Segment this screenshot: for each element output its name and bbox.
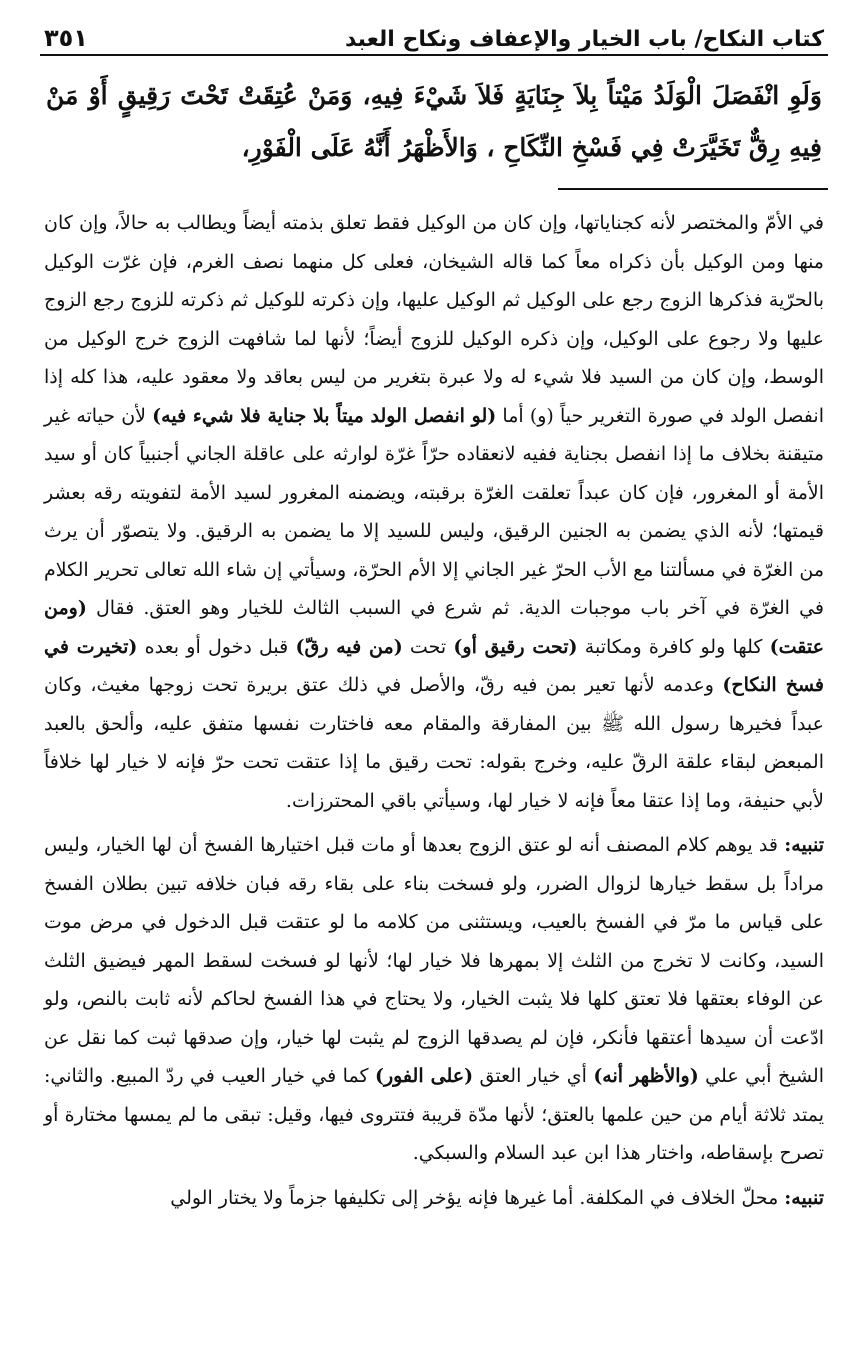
- page-number: ٣٥١: [44, 24, 88, 52]
- commentary-text: كلها ولو كافرة ومكاتبة: [577, 635, 770, 658]
- note-label: تنبيه:: [784, 834, 824, 856]
- quoted-matn: (على الفور): [374, 1065, 474, 1087]
- commentary-text: لأن حياته غير متيقنة بخلاف ما إذا انفصل بجناية ففيه لانعقاده حرّاً غرّة لوارثه على عاقلة الجاني أجنبياً كان أو سيد الأمة أو المغرور، فإن كان عبداً تعلقت الغرّة برقبته، ويضمنه المغرور لسيد الأمة لتفويته رقه بعشر قيمتها؛ لأنه الذي يضمن به الجنين الرقيق، وليس للسيد إلا ما يضمن به الرقيق. ولا يتصوّر أن يرث من الغرّة في مسألتنا مع الأب الحرّ غير الجاني إلا الأم الحرّة، وسيأتي إن شاء الله تعالى تحرير الكلام في الغرّة في آخر باب موجبات الدية. ثم شرع في السبب الثالث للخيار وهو العتق. فقال: [44, 404, 824, 619]
- quoted-matn: (ومن عتقت): [44, 597, 824, 658]
- commentary-text: أي خيار العتق: [473, 1065, 594, 1087]
- matn-text: وَلَوِ انْفَصَلَ الْوَلَدُ مَيْتاً بِلاَ جِنَايَةٍ فَلاَ شَيْءَ فِيهِ، وَمَنْ عُتِقَتْ تَحْتَ رَقِيقٍ أَوْ مَنْ فِيهِ رِقٌّ تَخَيَّرَتْ فِي فَسْخِ النِّكَاحِ ، وَالأَظْهَرُ أَنَّهُ عَلَى الْفَوْرِ،: [46, 81, 822, 162]
- header-title: كتاب النكاح/ باب الخيار والإعفاف ونكاح العبد: [344, 27, 824, 52]
- quoted-matn: (تخيرت في فسخ النكاح): [44, 635, 824, 696]
- commentary-text: وعدمه لأنها تعير بمن فيه رقّ، والأصل في ذلك عتق بريرة تحت زوجها مغيث، وكان عبداً فخيرها رسول الله ﷺ بين المفارقة والمقام معه فاختارت نفسها متفق عليه، وألحق بالعبد المبعض لبقاء علقة الرقّ عليه، وخرج بقوله: تحت رقيق ما إذا عتقت تحت حرّ فإنه لا خيار لها خلافاً لأبي حنيفة، وما إذا عتقا معاً فإنه لا خيار لها، وسيأتي باقي المحترزات.: [44, 674, 825, 812]
- commentary: [40, 204, 828, 1217]
- note-label: تنبيه:: [784, 1186, 824, 1209]
- quoted-matn: (من فيه رقّ): [295, 635, 403, 658]
- quoted-matn: (تحت رقيق أو): [453, 635, 578, 658]
- running-header: [40, 14, 828, 56]
- separator-line: [558, 188, 828, 190]
- commentary-text: تحت: [402, 635, 454, 658]
- commentary-text: قبل دخول أو بعده: [137, 635, 296, 658]
- commentary-text: في الأمّ والمختصر لأنه كجناياتها، وإن كان من الوكيل فقط تعلق بذمته أيضاً ويطالب به حالاً، وإن كان منها ومن الوكيل بأن ذكراه معاً كما قاله الشيخان، فعلى كل منهما نصف الغرم، فإن غرّت الوكيل بالحرّية فذكرها الزوج رجع على الوكيل ثم الوكيل عليها، وإن ذكرته للوكيل ثم ذكرته للزوج رجع الزوج عليها ولا رجوع على الوكيل، وإن ذكره الوكيل للزوج أيضاً؛ لأنها لما شافهت الزوج خرج الوكيل من الوسط، وإن كان من السيد فلا شيء له ولا عبرة بتغرير من ليس بعاقد ولا معقود عليه، هذا كله إذا انفصل الولد في صورة التغرير حياً (و) أما: [44, 212, 824, 427]
- commentary-paragraph: [44, 204, 824, 820]
- quoted-matn: (لو انفصل الولد ميتاً بلا جناية فلا شيء فيه): [152, 404, 497, 427]
- note-paragraph: [44, 1179, 824, 1218]
- commentary-text: كما في خيار العيب في ردّ المبيع. والثاني: يمتد ثلاثة أيام من حين علمها بالعتق؛ لأنها مدّة قريبة فتتروى فيها، وقيل: تبقى ما لم يمسها مختارة أو تصرح بإسقاطه، واختار هذا ابن عبد السلام والسبكي.: [44, 1065, 824, 1164]
- commentary-text: محلّ الخلاف في المكلفة. أما غيرها فإنه يؤخر إلى تكليفها جزماً ولا يختار الولي: [170, 1186, 785, 1209]
- note-paragraph: [44, 826, 824, 1173]
- commentary-text: قد يوهم كلام المصنف أنه لو عتق الزوج بعدها أو مات قبل اختيارها الفسخ أن لها الخيار، وليس مراداً بل سقط خيارها لزوال الضرر، ولو فسخت بناء على بقاء رقه فبان خلافه تبين بطلان الفسخ على قياس ما مرّ في الفسخ بالعيب، ويستثنى من كلامه ما لو عتقت قبل الدخول في مرض موت السيد، وكانت لا تخرج من الثلث إلا بمهرها فلا خيار لها؛ لأنها لو فسخت لسقط المهر فيضيق الثلث عن الوفاء بعتقها فلا تعتق كلها فلا يثبت الخيار، ولا يحتاج في هذا الفسخ لحاكم لأنه ثابت بالنص، ولو ادّعت أن سيدها أعتقها فأنكر، فإن لم يصدقها الزوج لم يثبت لها خيار، وإن صدقها ثبت كما نقل عن الشيخ أبي علي: [44, 834, 824, 1087]
- quoted-matn: (والأظهر أنه): [593, 1065, 699, 1087]
